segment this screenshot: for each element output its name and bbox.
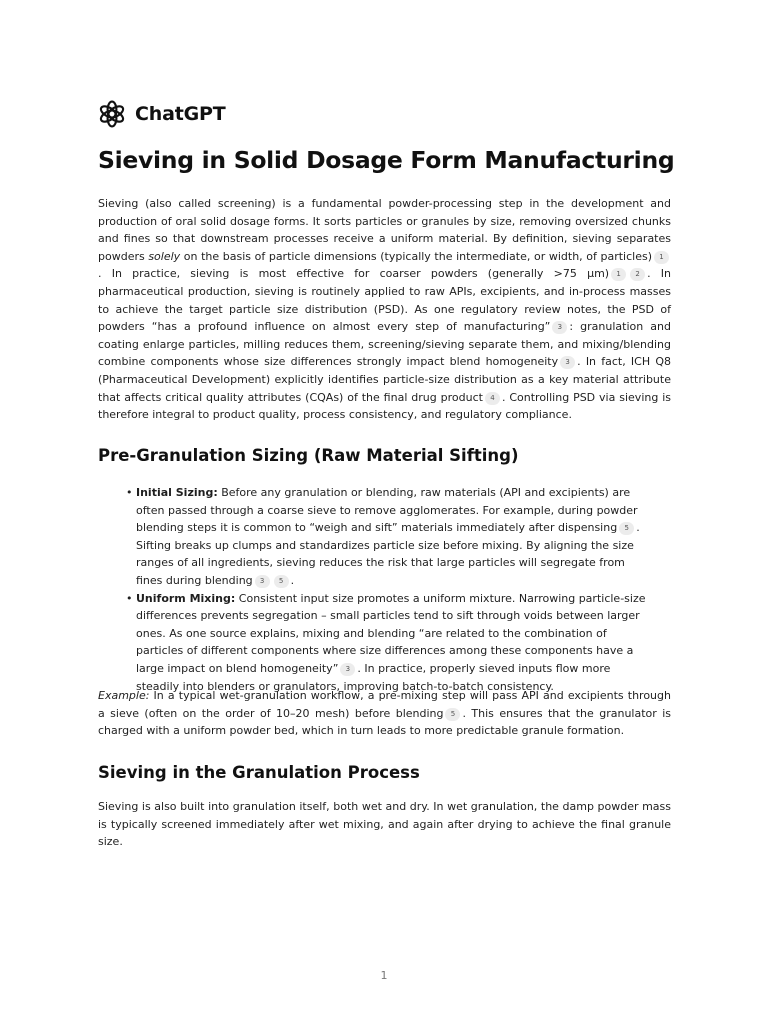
bullet-list [126,484,654,695]
granulation-paragraph: Sieving is also built into granulation itself, both wet and dry. In wet granulation, the damp powder mass is typically screened immediately after wet mixing, and again after drying to achieve the final granule size. [98,800,671,849]
intro-text: : granulation and coating enlarge particles, milling reduces them, screening/sieving separate them, and mixing/blending combine components whose size differences strongly impact blend homogeneity [98,320,671,369]
citation-badge[interactable]: 2 [630,268,645,281]
bullet-label: Uniform Mixing: [136,591,236,605]
intro-emphasis: solely [148,249,181,263]
example-label: Example: [98,689,150,702]
bullet-text: . In practice, properly sieved inputs flow more steadily into blenders or granulators, improving batch-to-batch consistency. [136,661,611,693]
intro-text: . In practice, sieving is most effective for coarser powders (generally >75 µm) [98,267,610,281]
intro-text: . Controlling PSD via sieving is therefore integral to product quality, process consistency, and regulatory compliance. [98,390,672,422]
brand-name: ChatGPT [135,103,226,125]
intro-text: Sieving (also called screening) is a fundamental powder-processing step in the development and production of oral solid dosage forms. It sorts particles or granules by size, removing oversized chunks and fines so that downstream processes receive a uniform material. By definition, sieving separates powders [98,197,671,263]
intro-paragraph [98,195,671,424]
citation-badge[interactable]: 3 [552,321,567,334]
openai-logo-icon [98,100,126,128]
intro-text: . In pharmaceutical production, sieving is routinely applied to raw APIs, excipients, and in-process masses to achieve the target particle size distribution (PSD). As one regulatory review notes, the PSD of powders “has a profound influence on almost every step of manufacturing” [98,267,671,334]
list-item [126,484,654,590]
citation-badge[interactable]: 3 [340,663,355,676]
brand-header [98,100,225,128]
citation-badge[interactable]: 5 [445,708,460,721]
bullet-label: Initial Sizing: [136,486,218,499]
bullet-text: Before any granulation or blending, raw materials (API and excipients) are often passed through a coarse sieve to remove agglomerates. For example, during powder blending steps it is common to “weigh and sift” materials immediately after dispensing [136,486,638,535]
citation-badge[interactable]: 1 [654,251,669,264]
citation-badge[interactable]: 1 [611,268,626,281]
example-text: In a typical wet-granulation workflow, a pre-mixing step will pass API and excipients through a sieve (often on the order of 10–20 mesh) before blending [98,689,671,720]
list-item [126,590,654,696]
citation-badge[interactable]: 3 [255,575,270,588]
bullet-text: . Sifting breaks up clumps and standardizes particle size before mixing. By aligning the size ranges of all ingredients, sieving reduces the risk that large particles will segregate from fines during blending [136,521,640,587]
example-paragraph [98,687,671,740]
example-text: . This ensures that the granulator is charged with a uniform powder bed, which in turn leads to more predictable granule formation. [98,706,672,738]
section-heading-granulation: Sieving in the Granulation Process [98,763,420,782]
intro-text: on the basis of particle dimensions (typically the intermediate, or width, of particles) [180,249,652,263]
citation-badge[interactable]: 5 [274,575,289,588]
citation-badge[interactable]: 5 [619,522,634,535]
bullet-text: . [290,573,295,587]
intro-text: . In fact, ICH Q8 (Pharmaceutical Development) explicitly identifies particle-size distribution as a key material attribute that affects critical quality attributes (CQAs) of the final drug product [98,355,671,404]
citation-badge[interactable]: 3 [560,356,575,369]
page-title: Sieving in Solid Dosage Form Manufacturing [98,146,675,174]
bullet-text: Consistent input size promotes a uniform mixture. Narrowing particle-size differences prevents segregation – small particles tend to sift through voids between larger ones. As one source explains, mixing and blending “are related to the combination of particles of different components where size differences among these components have a large impact on blend homogeneity” [136,591,646,675]
section-heading-pre-granulation: Pre-Granulation Sizing (Raw Material Sifting) [98,446,519,465]
citation-badge[interactable]: 4 [485,392,500,405]
page-number: 1 [380,969,388,982]
